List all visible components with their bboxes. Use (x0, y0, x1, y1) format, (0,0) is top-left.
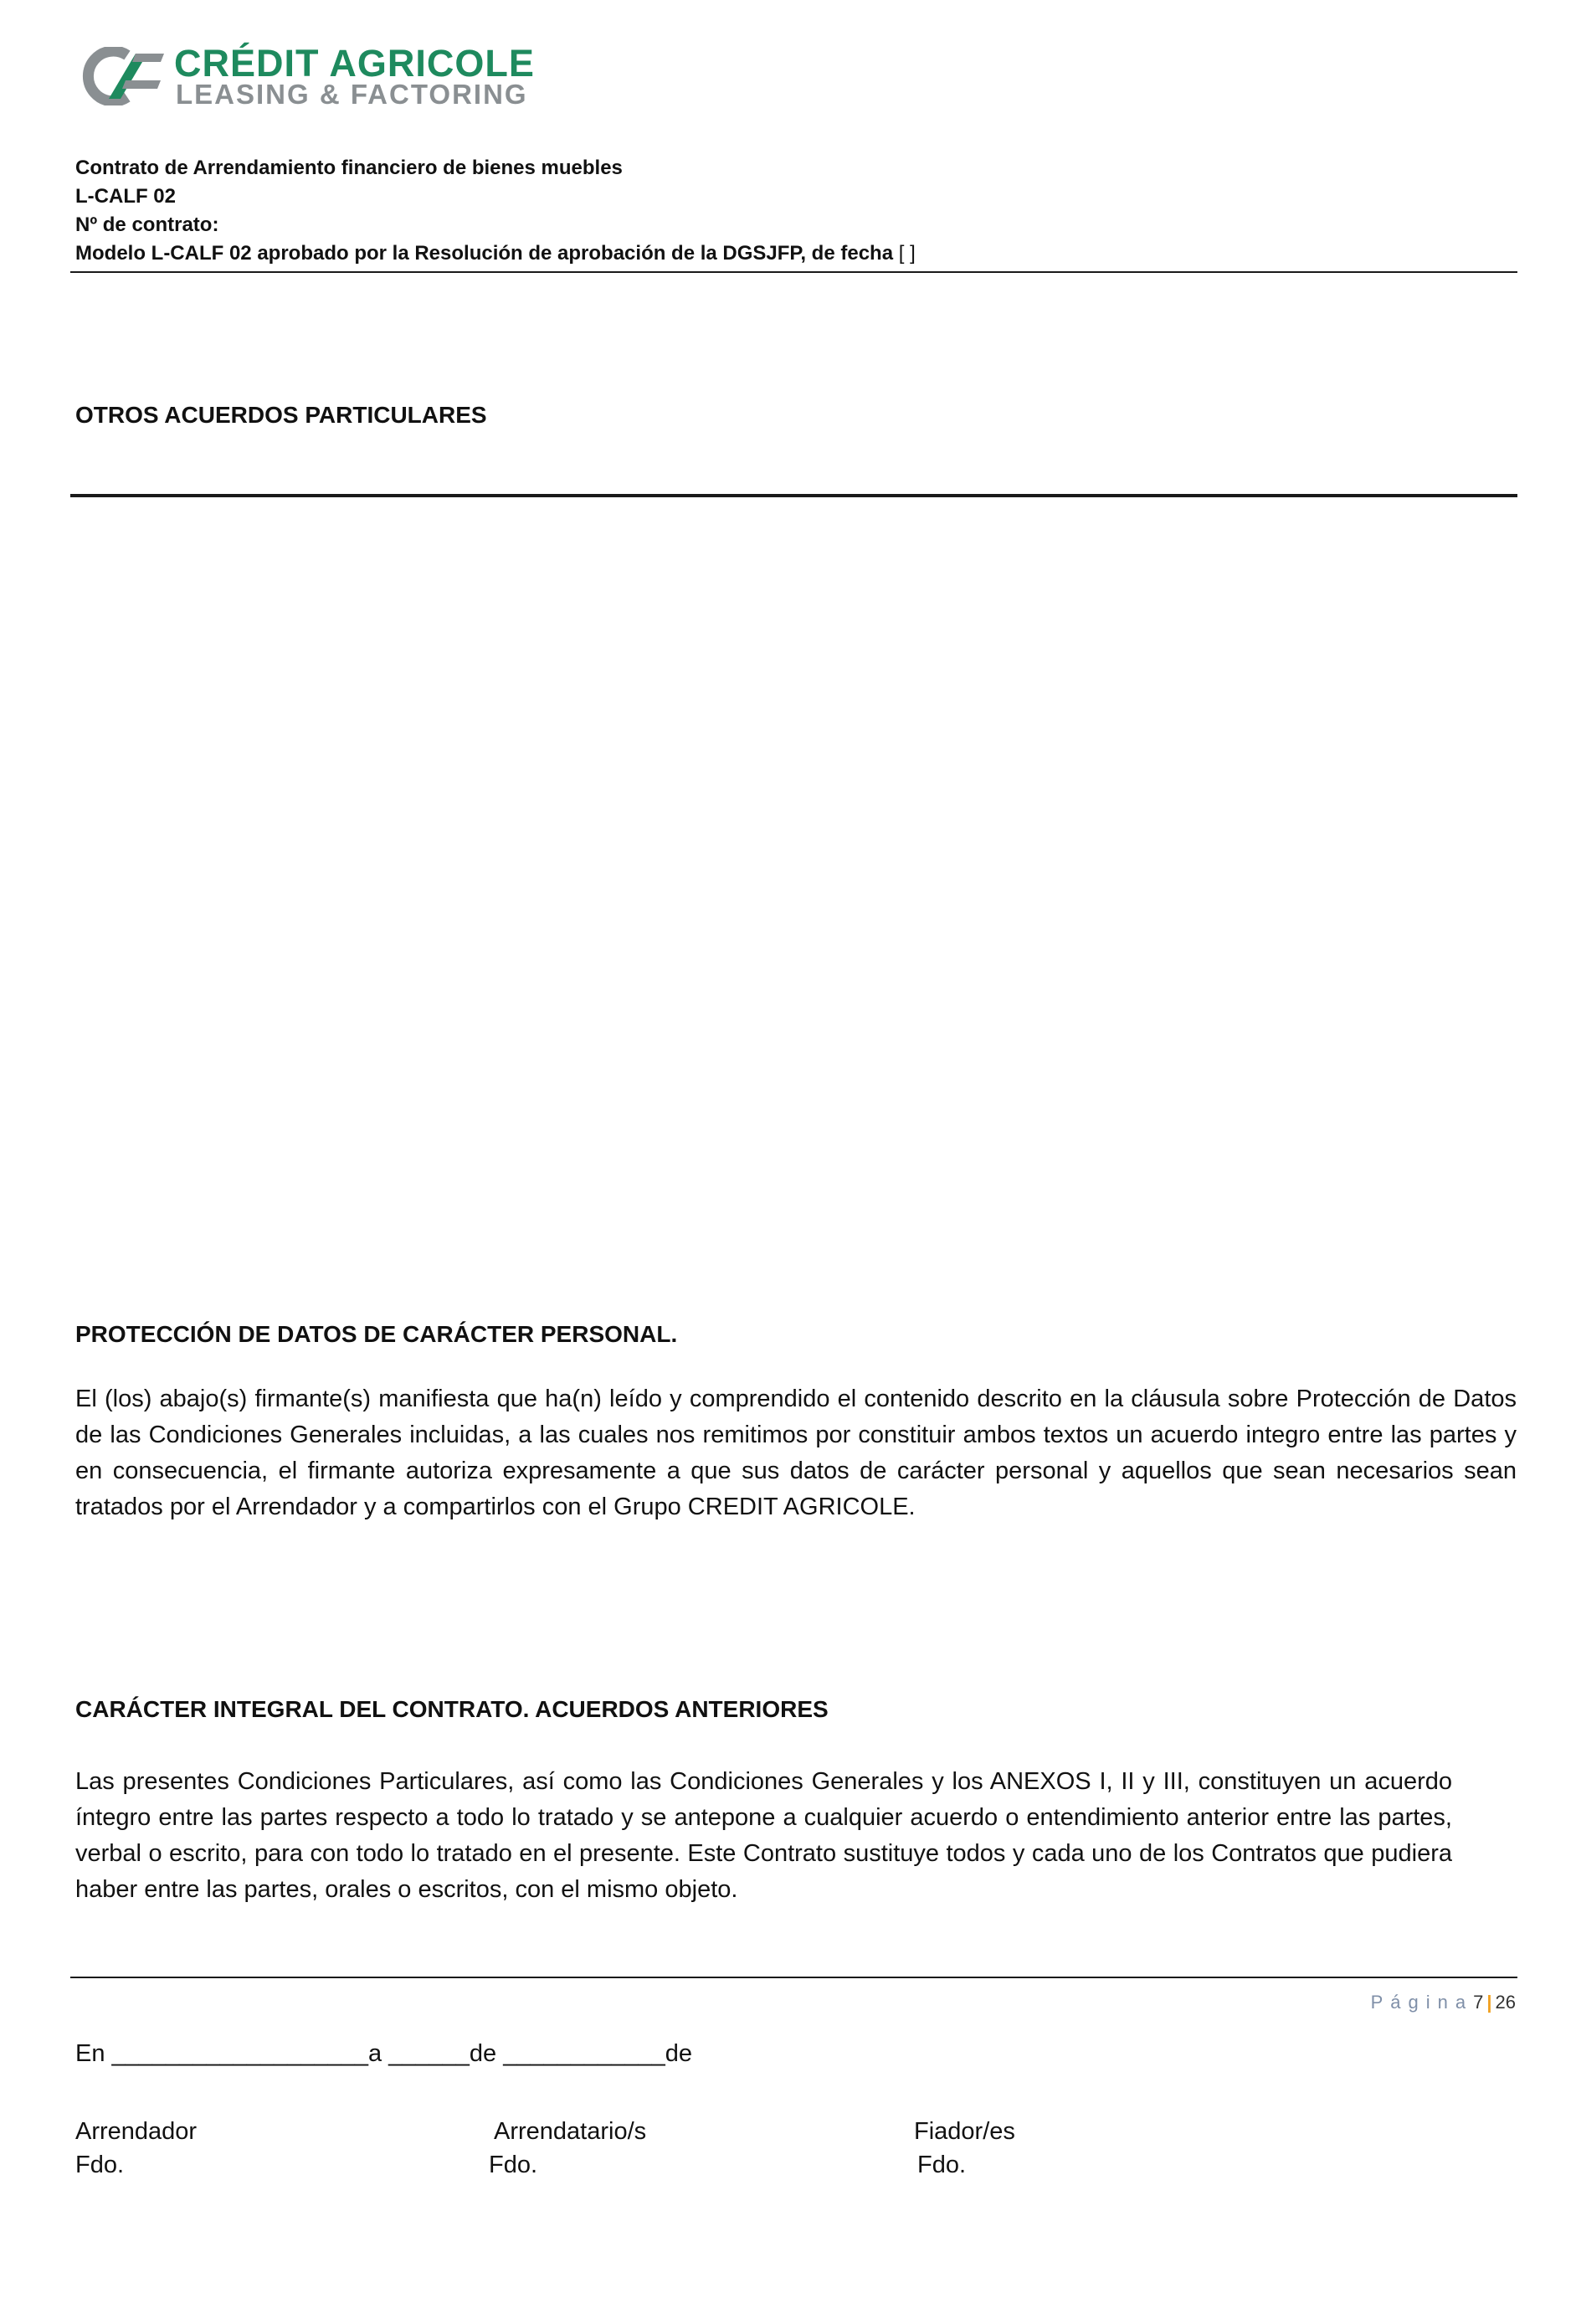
footer-divider (70, 1977, 1517, 1978)
signature-fdo-arrendatario: Fdo. (489, 2152, 538, 2178)
section-title-caracter-integral: CARÁCTER INTEGRAL DEL CONTRATO. ACUERDOS ANTERIORES (75, 1696, 829, 1722)
document-header (75, 154, 1515, 268)
signature-fdo-fiador: Fdo. (917, 2152, 967, 2178)
contract-number-label: Nº de contrato: (75, 213, 219, 236)
model-approval-line (75, 239, 1515, 268)
signature-role-arrendatario: Arrendatario/s (494, 2118, 647, 2145)
company-logo (77, 44, 571, 111)
header-divider (70, 271, 1517, 273)
page-label: Página (1370, 1992, 1474, 2013)
proteccion-datos-paragraph: El (los) abajo(s) firmante(s) manifiesta que ha(n) leído y comprendido el contenido descrito en la cláusula sobre Protección de Datos de las Condiciones Generales incluidas, a las cuales nos remitimos por constituir ambos textos un acuerdo integro entre las partes y en consecuencia, el firmante autoriza expresamente a que sus datos de carácter personal y aquellos que sean necesarios sean tratados por el Arrendador y a compartirlos con el Grupo CREDIT AGRICOLE. (75, 1386, 1517, 1520)
caracter-integral-paragraph: Las presentes Condiciones Particulares, así como las Condiciones Generales y los ANEXOS I, II y III, constituyen un acuerdo íntegro entre las partes respecto a todo lo tratado y se antepone a cualquier acuerdo o entendimiento anterior entre las partes, verbal o escrito, para con todo lo tratado en el presente. Este Contrato sustituye todos y cada uno de los Contratos que pudiera haber entre las partes, orales o escritos, con el mismo objeto. (75, 1768, 1452, 1903)
page-number (1371, 1992, 1516, 2013)
signature-role-arrendador: Arrendador (75, 2118, 198, 2145)
place-date-line: En ___________________a ______de ____________de (75, 2040, 693, 2067)
contract-model-code: L-CALF 02 (75, 185, 176, 208)
page-separator: | (1486, 1992, 1492, 2013)
logo-title: CRÉDIT AGRICOLE (174, 42, 535, 85)
page-total: 26 (1495, 1992, 1516, 2013)
signature-role-fiador: Fiador/es (914, 2118, 1015, 2145)
section-title-otros-acuerdos: OTROS ACUERDOS PARTICULARES (75, 402, 487, 428)
model-approval-text: Modelo L-CALF 02 aprobado por la Resolución de aprobación de la DGSJFP, de fecha (75, 242, 894, 265)
page-current: 7 (1473, 1992, 1484, 2013)
signature-fdo-arrendador: Fdo. (75, 2152, 125, 2178)
section-title-proteccion-datos: PROTECCIÓN DE DATOS DE CARÁCTER PERSONAL. (75, 1321, 678, 1347)
approval-date-placeholder: [ ] (898, 242, 916, 265)
contract-type: Contrato de Arrendamiento financiero de bienes muebles (75, 157, 623, 179)
logo-subtitle: LEASING & FACTORING (176, 79, 528, 110)
credit-agricole-logo-mark-icon (77, 47, 167, 105)
otros-acuerdos-divider (70, 494, 1517, 497)
